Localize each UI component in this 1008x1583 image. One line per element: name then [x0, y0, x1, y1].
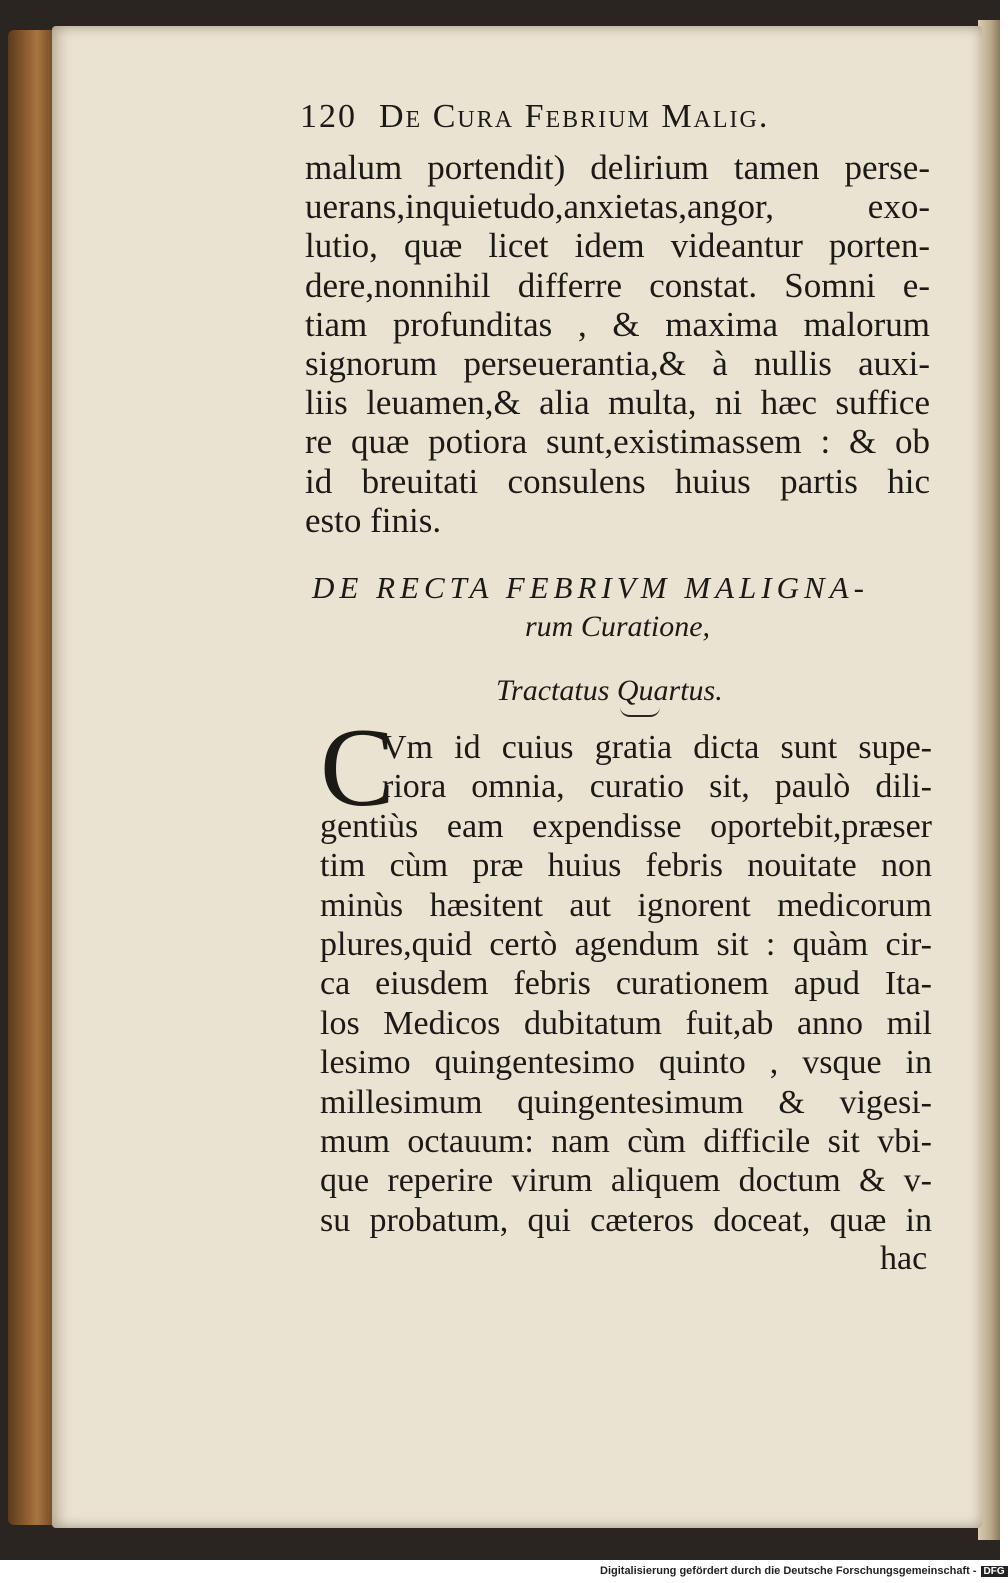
text-line: plures,quid certò agendum sit : quàm cir-: [320, 925, 932, 963]
running-header: [300, 98, 860, 136]
text-line: tim cùm præ huius febris nouitate non: [320, 847, 932, 885]
text-line: signorum perseuerantia,& à nullis auxi-: [305, 343, 930, 383]
drop-capital: C: [320, 706, 395, 830]
digitization-credit: [600, 1565, 1008, 1581]
running-title: De Cura Febrium Malig.: [379, 98, 770, 135]
text-line: minùs hæsitent aut ignorent medicorum: [320, 886, 932, 924]
page-number: 120: [300, 98, 357, 135]
text-line: ca eiusdem febris curationem apud Ita-: [320, 965, 932, 1003]
text-line: id breuitati consulens huius partis hic: [305, 461, 930, 501]
book-spine-edge: [8, 30, 56, 1525]
text-line: tiam profunditas , & maxima malorum: [305, 304, 930, 344]
text-line: que reperire virum aliquem doctum & v-: [320, 1162, 932, 1200]
text-line: mum octauum: nam cùm difficile sit vbi-: [320, 1122, 932, 1160]
credit-text: Digitalisierung gefördert durch die Deutsche Forschungsgemeinschaft -: [600, 1565, 977, 1577]
text-line: su probatum, qui cæteros doceat, quæ in: [320, 1201, 932, 1239]
text-line: liis leuamen,& alia multa, ni hæc suffice: [305, 383, 930, 423]
dfg-logo: DFG: [981, 1566, 1008, 1577]
catchword: hac: [880, 1240, 928, 1277]
text-line: esto finis.: [305, 500, 442, 540]
text-line: lesimo quingentesimo quinto , vsque in: [320, 1044, 932, 1082]
ornament-flourish: [620, 707, 660, 717]
text-line: lutio, quæ licet idem videantur porten-: [305, 226, 930, 266]
tractatus-heading: Tractatus Quartus.: [496, 674, 723, 707]
section-subtitle: rum Curatione,: [525, 610, 711, 643]
text-line: los Medicos dubitatum fuit,ab anno mil: [320, 1004, 932, 1042]
section-title: DE RECTA FEBRIVM MALIGNA-: [312, 570, 869, 605]
text-line: malum portendit) delirium tamen perse-: [305, 148, 930, 187]
text-line: gentiùs eam expendisse oportebit,præser: [320, 807, 932, 845]
text-line: riora omnia, curatio sit, paulò dili-: [382, 768, 932, 806]
text-line: millesimum quingentesimum & vigesi-: [320, 1083, 932, 1121]
text-line: re quæ potiora sunt,existimassem : & ob: [305, 422, 930, 462]
text-line: dere,nonnihil differre constat. Somni e-: [305, 265, 930, 305]
text-line: Vm id cuius gratia dicta sunt supe-: [382, 729, 932, 766]
paragraph-2: [320, 728, 932, 1240]
text-line: uerans,inquietudo,anxietas,angor, exo-: [305, 187, 930, 227]
paragraph-1: [305, 148, 930, 540]
